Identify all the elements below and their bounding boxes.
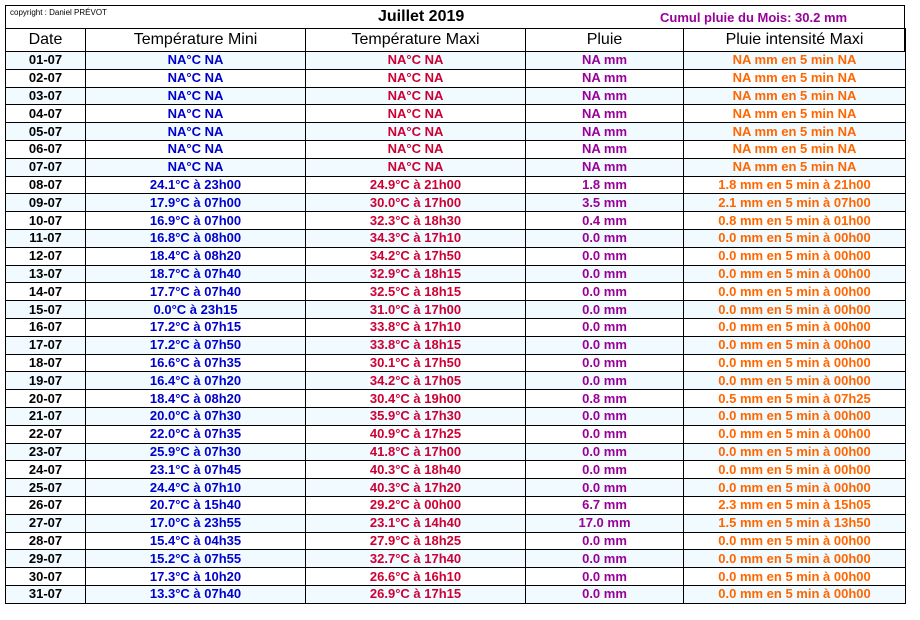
cell-temp-max: 35.9°C à 17h30 bbox=[306, 407, 526, 425]
cell-rain-intensity: 0.0 mm en 5 min à 00h00 bbox=[684, 247, 906, 265]
cell-temp-min: 22.0°C à 07h35 bbox=[86, 425, 306, 443]
cell-rain: 0.0 mm bbox=[526, 479, 684, 497]
weather-table bbox=[5, 28, 906, 604]
table-row bbox=[6, 52, 906, 70]
cell-rain-intensity: NA mm en 5 min NA bbox=[684, 123, 906, 141]
cell-date: 16-07 bbox=[6, 318, 86, 336]
cell-temp-min: 15.2°C à 07h55 bbox=[86, 550, 306, 568]
table-row bbox=[6, 105, 906, 123]
cell-rain: 0.0 mm bbox=[526, 425, 684, 443]
cell-temp-min: 18.7°C à 07h40 bbox=[86, 265, 306, 283]
cell-temp-min: 25.9°C à 07h30 bbox=[86, 443, 306, 461]
cell-date: 22-07 bbox=[6, 425, 86, 443]
cell-rain: 17.0 mm bbox=[526, 514, 684, 532]
cell-rain: 0.4 mm bbox=[526, 212, 684, 230]
cell-temp-min: 17.3°C à 10h20 bbox=[86, 568, 306, 586]
header-date: Date bbox=[6, 29, 86, 52]
cell-temp-max: NA°C NA bbox=[306, 105, 526, 123]
cell-temp-min: 13.3°C à 07h40 bbox=[86, 585, 306, 603]
cell-rain: 0.0 mm bbox=[526, 318, 684, 336]
cell-temp-max: 29.2°C à 00h00 bbox=[306, 496, 526, 514]
cell-temp-max: 24.9°C à 21h00 bbox=[306, 176, 526, 194]
cell-rain-intensity: 0.0 mm en 5 min à 00h00 bbox=[684, 354, 906, 372]
table-row bbox=[6, 514, 906, 532]
cell-date: 31-07 bbox=[6, 585, 86, 603]
cell-temp-max: 27.9°C à 18h25 bbox=[306, 532, 526, 550]
cell-rain: 0.0 mm bbox=[526, 354, 684, 372]
cell-rain: 0.0 mm bbox=[526, 372, 684, 390]
cell-rain: NA mm bbox=[526, 140, 684, 158]
table-row bbox=[6, 212, 906, 230]
table-row bbox=[6, 318, 906, 336]
cell-date: 03-07 bbox=[6, 87, 86, 105]
cell-temp-min: 24.4°C à 07h10 bbox=[86, 479, 306, 497]
cell-rain-intensity: 0.0 mm en 5 min à 00h00 bbox=[684, 532, 906, 550]
cell-rain-intensity: 1.8 mm en 5 min à 21h00 bbox=[684, 176, 906, 194]
table-row bbox=[6, 123, 906, 141]
table-row bbox=[6, 140, 906, 158]
cell-rain-intensity: 0.0 mm en 5 min à 00h00 bbox=[684, 318, 906, 336]
cell-temp-max: 40.3°C à 17h20 bbox=[306, 479, 526, 497]
header-temp-min: Température Mini bbox=[86, 29, 306, 52]
table-row bbox=[6, 247, 906, 265]
cell-rain: 1.8 mm bbox=[526, 176, 684, 194]
cell-date: 04-07 bbox=[6, 105, 86, 123]
cell-date: 06-07 bbox=[6, 140, 86, 158]
cell-temp-min: 18.4°C à 08h20 bbox=[86, 390, 306, 408]
cell-temp-min: 17.9°C à 07h00 bbox=[86, 194, 306, 212]
cell-date: 21-07 bbox=[6, 407, 86, 425]
table-row bbox=[6, 176, 906, 194]
cell-temp-max: 23.1°C à 14h40 bbox=[306, 514, 526, 532]
table-row bbox=[6, 532, 906, 550]
cell-rain-intensity: 0.0 mm en 5 min à 00h00 bbox=[684, 283, 906, 301]
cell-temp-max: NA°C NA bbox=[306, 123, 526, 141]
header-temp-max: Température Maxi bbox=[306, 29, 526, 52]
cell-date: 20-07 bbox=[6, 390, 86, 408]
table-row bbox=[6, 550, 906, 568]
cell-rain: 0.0 mm bbox=[526, 247, 684, 265]
cell-temp-min: NA°C NA bbox=[86, 105, 306, 123]
cell-temp-max: NA°C NA bbox=[306, 52, 526, 70]
cell-rain: NA mm bbox=[526, 158, 684, 176]
cell-temp-max: 40.9°C à 17h25 bbox=[306, 425, 526, 443]
cell-rain: 0.0 mm bbox=[526, 461, 684, 479]
cell-rain: 0.8 mm bbox=[526, 390, 684, 408]
cell-temp-max: 34.2°C à 17h05 bbox=[306, 372, 526, 390]
cell-rain: 0.0 mm bbox=[526, 585, 684, 603]
table-row bbox=[6, 390, 906, 408]
cell-temp-min: 18.4°C à 08h20 bbox=[86, 247, 306, 265]
cell-rain: 0.0 mm bbox=[526, 407, 684, 425]
cell-date: 23-07 bbox=[6, 443, 86, 461]
cell-temp-min: 16.9°C à 07h00 bbox=[86, 212, 306, 230]
cell-rain-intensity: 0.0 mm en 5 min à 00h00 bbox=[684, 568, 906, 586]
cell-temp-max: NA°C NA bbox=[306, 140, 526, 158]
cell-rain: 0.0 mm bbox=[526, 550, 684, 568]
cell-rain: 0.0 mm bbox=[526, 568, 684, 586]
cell-rain-intensity: 2.1 mm en 5 min à 07h00 bbox=[684, 194, 906, 212]
cell-date: 26-07 bbox=[6, 496, 86, 514]
cell-temp-max: 30.1°C à 17h50 bbox=[306, 354, 526, 372]
table-row bbox=[6, 354, 906, 372]
cell-rain-intensity: NA mm en 5 min NA bbox=[684, 87, 906, 105]
cell-rain: NA mm bbox=[526, 105, 684, 123]
cell-date: 19-07 bbox=[6, 372, 86, 390]
cell-temp-min: 20.7°C à 15h40 bbox=[86, 496, 306, 514]
cell-rain-intensity: 0.0 mm en 5 min à 00h00 bbox=[684, 461, 906, 479]
cell-rain-intensity: 0.0 mm en 5 min à 00h00 bbox=[684, 229, 906, 247]
cell-rain: NA mm bbox=[526, 87, 684, 105]
cell-date: 09-07 bbox=[6, 194, 86, 212]
header-rain-intensity: Pluie intensité Maxi bbox=[684, 29, 906, 52]
cell-rain: 0.0 mm bbox=[526, 336, 684, 354]
cell-temp-max: 40.3°C à 18h40 bbox=[306, 461, 526, 479]
cell-temp-max: NA°C NA bbox=[306, 87, 526, 105]
table-row bbox=[6, 194, 906, 212]
cell-temp-min: 23.1°C à 07h45 bbox=[86, 461, 306, 479]
cell-rain: 0.0 mm bbox=[526, 301, 684, 319]
cell-temp-min: NA°C NA bbox=[86, 87, 306, 105]
cell-date: 14-07 bbox=[6, 283, 86, 301]
cell-temp-min: 16.6°C à 07h35 bbox=[86, 354, 306, 372]
cell-rain-intensity: 0.0 mm en 5 min à 00h00 bbox=[684, 443, 906, 461]
table-row bbox=[6, 479, 906, 497]
cell-temp-min: 17.0°C à 23h55 bbox=[86, 514, 306, 532]
cell-temp-max: 34.2°C à 17h50 bbox=[306, 247, 526, 265]
cell-rain: 0.0 mm bbox=[526, 443, 684, 461]
table-row bbox=[6, 301, 906, 319]
cell-temp-min: 17.2°C à 07h15 bbox=[86, 318, 306, 336]
table-row bbox=[6, 425, 906, 443]
cell-rain-intensity: 0.8 mm en 5 min à 01h00 bbox=[684, 212, 906, 230]
cell-temp-min: NA°C NA bbox=[86, 123, 306, 141]
cell-temp-min: 15.4°C à 04h35 bbox=[86, 532, 306, 550]
cell-rain-intensity: 0.0 mm en 5 min à 00h00 bbox=[684, 425, 906, 443]
cell-temp-max: 34.3°C à 17h10 bbox=[306, 229, 526, 247]
cell-temp-min: NA°C NA bbox=[86, 158, 306, 176]
cell-temp-max: 32.9°C à 18h15 bbox=[306, 265, 526, 283]
cell-date: 25-07 bbox=[6, 479, 86, 497]
cell-rain-intensity: 2.3 mm en 5 min à 15h05 bbox=[684, 496, 906, 514]
cell-temp-max: 32.5°C à 18h15 bbox=[306, 283, 526, 301]
table-row bbox=[6, 229, 906, 247]
cell-rain-intensity: 0.0 mm en 5 min à 00h00 bbox=[684, 265, 906, 283]
cell-date: 24-07 bbox=[6, 461, 86, 479]
header-rain: Pluie bbox=[526, 29, 684, 52]
cell-temp-max: 32.3°C à 18h30 bbox=[306, 212, 526, 230]
cell-rain: 3.5 mm bbox=[526, 194, 684, 212]
cell-rain-intensity: NA mm en 5 min NA bbox=[684, 52, 906, 70]
cell-date: 29-07 bbox=[6, 550, 86, 568]
cell-date: 02-07 bbox=[6, 69, 86, 87]
cell-rain-intensity: NA mm en 5 min NA bbox=[684, 105, 906, 123]
cell-rain: 0.0 mm bbox=[526, 265, 684, 283]
table-row bbox=[6, 585, 906, 603]
cell-date: 05-07 bbox=[6, 123, 86, 141]
cell-temp-max: 26.9°C à 17h15 bbox=[306, 585, 526, 603]
cell-rain: NA mm bbox=[526, 52, 684, 70]
cell-temp-max: NA°C NA bbox=[306, 158, 526, 176]
table-row bbox=[6, 568, 906, 586]
cell-date: 28-07 bbox=[6, 532, 86, 550]
cell-temp-min: NA°C NA bbox=[86, 69, 306, 87]
cell-temp-max: 30.4°C à 19h00 bbox=[306, 390, 526, 408]
cell-date: 11-07 bbox=[6, 229, 86, 247]
cell-rain-intensity: NA mm en 5 min NA bbox=[684, 69, 906, 87]
cell-date: 17-07 bbox=[6, 336, 86, 354]
copyright-note: copyright : Daniel PRÉVOT bbox=[10, 8, 107, 17]
cell-date: 18-07 bbox=[6, 354, 86, 372]
cell-rain-intensity: 0.0 mm en 5 min à 00h00 bbox=[684, 301, 906, 319]
table-row bbox=[6, 407, 906, 425]
cell-temp-min: 16.4°C à 07h20 bbox=[86, 372, 306, 390]
cell-temp-max: 30.0°C à 17h00 bbox=[306, 194, 526, 212]
cell-rain: 0.0 mm bbox=[526, 532, 684, 550]
cell-rain-intensity: NA mm en 5 min NA bbox=[684, 140, 906, 158]
cell-temp-max: 32.7°C à 17h40 bbox=[306, 550, 526, 568]
table-row bbox=[6, 283, 906, 301]
monthly-rain-total: Cumul pluie du Mois: 30.2 mm bbox=[660, 10, 848, 25]
cell-rain-intensity: 0.0 mm en 5 min à 00h00 bbox=[684, 372, 906, 390]
cell-date: 07-07 bbox=[6, 158, 86, 176]
table-row bbox=[6, 87, 906, 105]
cell-rain-intensity: 0.0 mm en 5 min à 00h00 bbox=[684, 479, 906, 497]
cell-rain-intensity: NA mm en 5 min NA bbox=[684, 158, 906, 176]
cell-temp-min: NA°C NA bbox=[86, 140, 306, 158]
cell-date: 12-07 bbox=[6, 247, 86, 265]
cell-temp-min: 17.2°C à 07h50 bbox=[86, 336, 306, 354]
cell-date: 08-07 bbox=[6, 176, 86, 194]
table-row bbox=[6, 461, 906, 479]
cell-date: 30-07 bbox=[6, 568, 86, 586]
cell-rain-intensity: 0.0 mm en 5 min à 00h00 bbox=[684, 407, 906, 425]
cell-rain-intensity: 0.0 mm en 5 min à 00h00 bbox=[684, 550, 906, 568]
cell-rain-intensity: 1.5 mm en 5 min à 13h50 bbox=[684, 514, 906, 532]
cell-date: 01-07 bbox=[6, 52, 86, 70]
table-row bbox=[6, 496, 906, 514]
cell-rain-intensity: 0.0 mm en 5 min à 00h00 bbox=[684, 585, 906, 603]
cell-temp-min: 0.0°C à 23h15 bbox=[86, 301, 306, 319]
cell-temp-min: 20.0°C à 07h30 bbox=[86, 407, 306, 425]
table-body bbox=[6, 52, 906, 604]
page-title: Juillet 2019 bbox=[378, 8, 465, 25]
cell-rain: NA mm bbox=[526, 123, 684, 141]
cell-rain: 0.0 mm bbox=[526, 229, 684, 247]
cell-date: 27-07 bbox=[6, 514, 86, 532]
cell-temp-max: 41.8°C à 17h00 bbox=[306, 443, 526, 461]
table-row bbox=[6, 372, 906, 390]
cell-date: 13-07 bbox=[6, 265, 86, 283]
cell-date: 10-07 bbox=[6, 212, 86, 230]
cell-temp-max: NA°C NA bbox=[306, 69, 526, 87]
table-row bbox=[6, 158, 906, 176]
cell-rain-intensity: 0.0 mm en 5 min à 00h00 bbox=[684, 336, 906, 354]
cell-temp-min: 17.7°C à 07h40 bbox=[86, 283, 306, 301]
cell-temp-max: 31.0°C à 17h00 bbox=[306, 301, 526, 319]
cell-rain: 0.0 mm bbox=[526, 283, 684, 301]
cell-temp-max: 33.8°C à 18h15 bbox=[306, 336, 526, 354]
cell-temp-max: 33.8°C à 17h10 bbox=[306, 318, 526, 336]
table-row bbox=[6, 336, 906, 354]
table-row bbox=[6, 265, 906, 283]
header-row bbox=[6, 29, 906, 52]
cell-temp-min: 16.8°C à 08h00 bbox=[86, 229, 306, 247]
cell-temp-min: NA°C NA bbox=[86, 52, 306, 70]
cell-rain: NA mm bbox=[526, 69, 684, 87]
cell-date: 15-07 bbox=[6, 301, 86, 319]
table-row bbox=[6, 443, 906, 461]
cell-temp-min: 24.1°C à 23h00 bbox=[86, 176, 306, 194]
cell-rain: 6.7 mm bbox=[526, 496, 684, 514]
cell-rain-intensity: 0.5 mm en 5 min à 07h25 bbox=[684, 390, 906, 408]
table-row bbox=[6, 69, 906, 87]
cell-temp-max: 26.6°C à 16h10 bbox=[306, 568, 526, 586]
